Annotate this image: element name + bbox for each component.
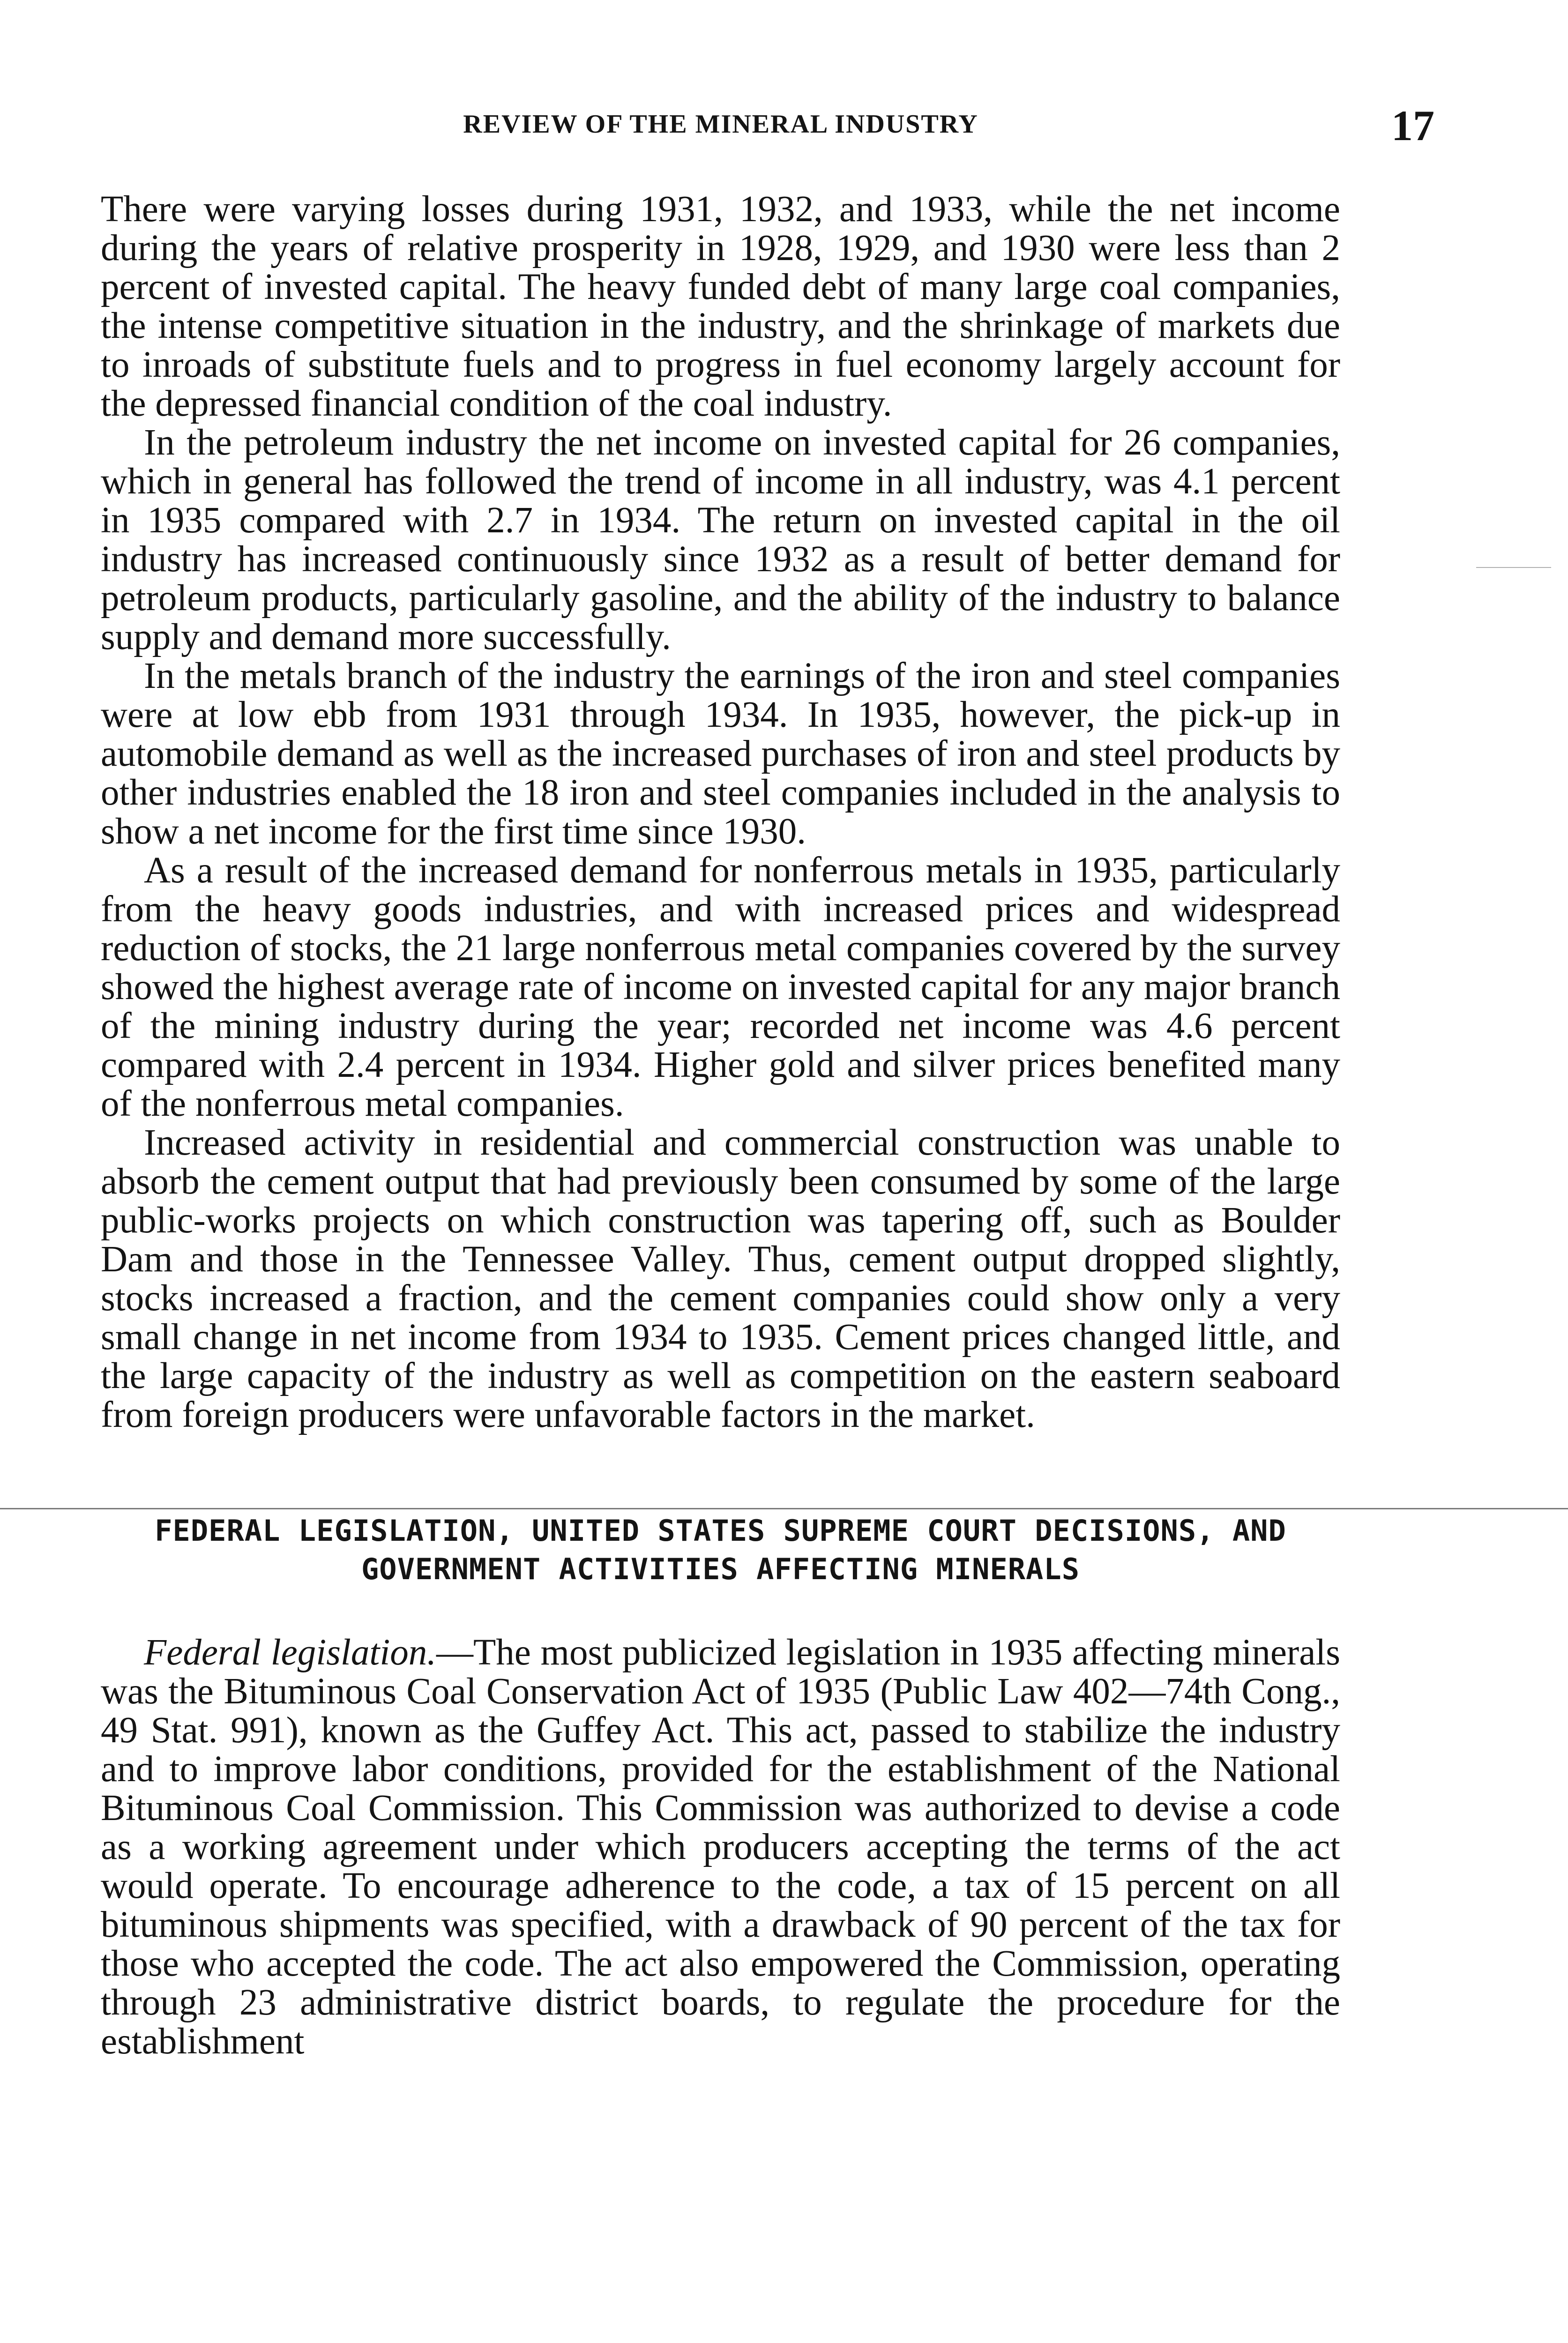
page-number: 17 [1391,102,1434,149]
paragraph: In the petroleum industry the net income on invested capital for 26 companies, which in general has followed the trend of income in all industry, was 4.1 percent in 1935 compared with 2.7 in 1934. The return on invested capital in the oil industry has increased continuously since 1932 as a result of better demand for petroleum products, particularly gasoline, and the ability of the industry to balance supply and demand more successfully. [101,422,1340,657]
paragraph: As a result of the increased demand for nonferrous metals in 1935, particularly from the heavy goods industries, and with increased prices and widespread reduction of stocks, the 21 large nonferrous metal companies covered by the survey showed the highest average rate of income on invested capital for any major branch of the mining industry during the year; recorded net income was 4.6 percent compared with 2.4 percent in 1934. Higher gold and silver prices benefited many of the nonferrous metal companies. [101,850,1340,1124]
running-title: REVIEW OF THE MINERAL INDUSTRY [463,110,978,139]
section-heading: FEDERAL LEGISLATION, UNITED STATES SUPREME COURT DECISIONS, AND GOVERNMENT ACTIVITIES AFFECTING MINERALS [155,1514,1286,1586]
scan-artifact-rule [0,1508,1568,1509]
paragraph: There were varying losses during 1931, 1932, and 1933, while the net income during the years of relative prosperity in 1928, 1929, and 1930 were less than 2 percent of invested capital. The heavy funded debt of many large coal companies, the intense competitive situation in the industry, and the shrinkage of markets due to inroads of substitute fuels and to progress in fuel economy largely account for the depressed financial condition of the coal industry. [101,189,1340,424]
scan-artifact-rule [1476,567,1551,568]
paragraph-federal-legislation [101,1633,1340,2061]
paragraph: In the metals branch of the industry the earnings of the iron and steel companies were at low ebb from 1931 through 1934. In 1935, however, the pick-up in automobile demand as well as the increased purchases of iron and steel products by other industries enabled the 18 iron and steel companies included in the analysis to show a net income for the first time since 1930. [101,656,1340,852]
paragraph-text: —The most publicized legislation in 1935 affecting minerals was the Bituminous Coal Conservation Act of 1935 (Public Law 402—74th Cong., 49 Stat. 991), known as the Guffey Act. This act, passed to stabilize the industry and to improve labor conditions, provided for the establishment of the National Bituminous Coal Commission. This Commission was authorized to devise a code as a working agreement under which producers accepting the terms of the act would operate. To encourage adherence to the code, a tax of 15 percent on all bituminous shipments was specified, with a drawback of 90 percent of the tax for those who accepted the code. The act also empowered the Commission, operating through 23 administrative district boards, to regulate the procedure for the establishment [101,1632,1340,2062]
paragraph: Increased activity in residential and commercial construction was unable to absorb the cement output that had previously been consumed by some of the large public-works projects on which construction was tapering off, such as Boulder Dam and those in the Tennessee Valley. Thus, cement output dropped slightly, stocks increased a fraction, and the cement companies could show only a very small change in net income from 1934 to 1935. Cement prices changed little, and the large capacity of the industry as well as competition on the eastern seaboard from foreign producers were unfavorable factors in the market. [101,1122,1340,1435]
body-text [101,190,1340,2061]
running-header [98,101,1434,152]
paragraph-lead: Federal legislation. [144,1632,437,1673]
